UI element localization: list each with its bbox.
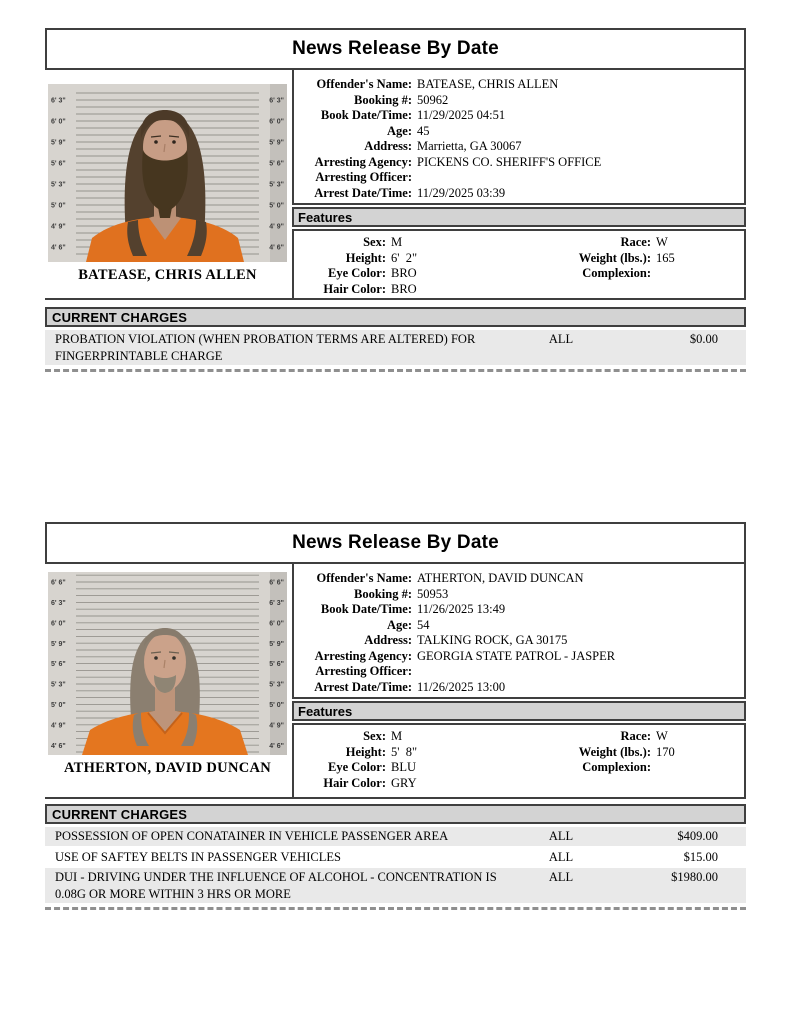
svg-text:5' 3": 5' 3"	[269, 181, 284, 189]
arresting-agency-label: Arresting Agency:	[314, 154, 412, 169]
svg-text:6' 0": 6' 0"	[269, 620, 284, 628]
race-row	[499, 729, 744, 745]
sex-value: M	[391, 235, 403, 249]
svg-text:4' 6": 4' 6"	[269, 244, 284, 252]
booking-number-value: 50953	[417, 586, 449, 601]
charge-description: DUI - DRIVING UNDER THE INFLUENCE OF ALCOHOL - CONCENTRATION IS 0.08G OR MORE WITHIN 3 HRS OR MORE	[55, 870, 497, 901]
address-value: Marrietta, GA 30067	[417, 139, 522, 153]
svg-text:5' 9": 5' 9"	[51, 139, 66, 147]
hair-color-label: Hair Color:	[323, 281, 386, 296]
booking-record	[45, 522, 746, 910]
charge-description: PROBATION VIOLATION (WHEN PROBATION TERMS ARE ALTERED) FOR FINGERPRINTABLE CHARGE	[55, 332, 476, 363]
features-left-column	[294, 235, 499, 298]
features-header	[292, 207, 746, 227]
charges-table	[45, 330, 746, 365]
arresting-agency-label: Arresting Agency:	[314, 648, 412, 663]
arrest-datetime-row	[294, 186, 744, 202]
charge-description: POSSESSION OF OPEN CONATAINER IN VEHICLE PASSENGER AREA	[55, 829, 449, 843]
booking-number-label: Booking #:	[353, 586, 412, 601]
photo-column	[45, 70, 292, 298]
hair-color-row	[294, 776, 499, 792]
charges-header	[45, 307, 746, 327]
svg-text:6' 3": 6' 3"	[51, 600, 66, 607]
features-right-column	[499, 729, 744, 797]
age-value: 54	[417, 617, 430, 632]
svg-text:4' 9": 4' 9"	[51, 722, 66, 730]
photo-caption: BATEASE, CHRIS ALLEN	[78, 267, 257, 283]
arrest-datetime-label: Arrest Date/Time:	[314, 679, 412, 694]
arresting-agency-row	[294, 649, 744, 665]
complexion-value	[651, 266, 656, 282]
height-label: Height:	[345, 744, 386, 759]
svg-text:5' 0": 5' 0"	[269, 702, 284, 709]
offender-info-panel	[292, 564, 746, 699]
address-value: TALKING ROCK, GA 30175	[417, 633, 568, 647]
book-datetime-label: Book Date/Time:	[320, 108, 412, 122]
svg-text:5' 6": 5' 6"	[51, 160, 66, 168]
height-label: Height:	[345, 250, 386, 265]
svg-text:4' 9": 4' 9"	[269, 722, 284, 730]
charge-row	[45, 868, 746, 903]
booking-record	[45, 28, 746, 372]
svg-text:6' 6": 6' 6"	[51, 579, 66, 587]
address-label: Address:	[364, 633, 412, 647]
charge-amount: $1980.00	[671, 870, 718, 884]
features-panel	[292, 723, 746, 797]
features-header-label: Features	[298, 209, 353, 225]
hair-color-value: BRO	[391, 281, 417, 296]
charge-amount: $409.00	[677, 829, 718, 843]
offender-name-row	[294, 571, 744, 587]
offender-name-label: Offender's Name:	[316, 77, 412, 91]
record-divider	[45, 369, 746, 372]
complexion-label: Complexion:	[582, 266, 651, 280]
svg-text:5' 3": 5' 3"	[269, 681, 284, 689]
age-value: 45	[417, 123, 430, 138]
height-row	[294, 745, 499, 761]
race-value: W	[656, 729, 668, 743]
age-row	[294, 618, 744, 634]
charge-court: ALL	[548, 829, 574, 843]
charge-amount: $0.00	[689, 332, 718, 346]
svg-text:5' 9": 5' 9"	[269, 139, 284, 147]
charge-description: USE OF SAFTEY BELTS IN PASSENGER VEHICLES	[55, 849, 341, 864]
height-value: 5' 8"	[391, 744, 418, 759]
offender-name-value: ATHERTON, DAVID DUNCAN	[417, 571, 584, 585]
svg-text:5' 6": 5' 6"	[51, 661, 66, 669]
features-header-label: Features	[298, 703, 353, 719]
offender-info-panel	[292, 70, 746, 205]
address-label: Address:	[364, 139, 412, 153]
svg-text:5' 0": 5' 0"	[269, 202, 284, 210]
arrest-datetime-label: Arrest Date/Time:	[314, 185, 412, 200]
features-left-column	[294, 729, 499, 797]
sex-row	[294, 729, 499, 745]
book-datetime-label: Book Date/Time:	[320, 602, 412, 616]
book-datetime-value: 11/29/2025 04:51	[417, 108, 506, 122]
svg-text:6' 0": 6' 0"	[51, 620, 66, 628]
svg-text:6' 3": 6' 3"	[269, 600, 284, 607]
arrest-datetime-value: 11/29/2025 03:39	[417, 185, 506, 200]
charges-header-label: CURRENT CHARGES	[52, 806, 188, 822]
race-value: W	[656, 235, 668, 249]
eye-color-label: Eye Color:	[328, 760, 386, 774]
hair-color-value: GRY	[391, 775, 417, 790]
svg-text:5' 6": 5' 6"	[269, 661, 284, 669]
features-panel	[292, 229, 746, 298]
arrest-datetime-row	[294, 680, 744, 696]
arresting-officer-value	[412, 170, 417, 186]
arresting-officer-row	[294, 170, 744, 186]
photo-column	[45, 564, 292, 797]
svg-text:5' 6": 5' 6"	[269, 160, 284, 168]
record-content	[45, 70, 746, 300]
booking-number-row	[294, 93, 744, 109]
offender-name-label: Offender's Name:	[316, 571, 412, 585]
weight-value: 165	[656, 250, 675, 265]
sex-row	[294, 235, 499, 251]
svg-text:6' 0": 6' 0"	[51, 118, 66, 126]
svg-text:5' 0": 5' 0"	[51, 702, 66, 709]
charge-row	[45, 827, 746, 846]
svg-text:4' 6": 4' 6"	[51, 742, 66, 750]
charges-header-label: CURRENT CHARGES	[52, 309, 188, 325]
race-label: Race:	[620, 729, 651, 743]
report-title: News Release By Date	[292, 532, 499, 553]
race-row	[499, 235, 744, 251]
svg-text:4' 6": 4' 6"	[269, 742, 284, 750]
info-column	[292, 564, 746, 797]
arresting-agency-row	[294, 155, 744, 171]
weight-label: Weight (lbs.):	[578, 250, 651, 265]
charges-header	[45, 804, 746, 824]
report-title-bar	[45, 522, 746, 564]
age-row	[294, 124, 744, 140]
charge-row	[45, 848, 746, 867]
booking-number-value: 50962	[417, 92, 449, 107]
book-datetime-value: 11/26/2025 13:49	[417, 602, 506, 616]
eye-color-value: BRO	[391, 266, 417, 280]
svg-text:5' 3": 5' 3"	[51, 181, 66, 189]
height-row	[294, 251, 499, 267]
age-label: Age:	[387, 617, 412, 632]
eye-color-label: Eye Color:	[328, 266, 386, 280]
arrest-datetime-value: 11/26/2025 13:00	[417, 679, 506, 694]
book-datetime-row	[294, 108, 744, 124]
charge-amount: $15.00	[683, 849, 718, 864]
offender-name-row	[294, 77, 744, 93]
charge-row	[45, 330, 746, 365]
report-title: News Release By Date	[292, 38, 499, 59]
svg-text:6' 6": 6' 6"	[269, 579, 284, 587]
svg-text:5' 3": 5' 3"	[51, 681, 66, 689]
address-row	[294, 633, 744, 649]
mugshot-photo	[48, 572, 287, 755]
book-datetime-row	[294, 602, 744, 618]
sex-label: Sex:	[363, 729, 386, 743]
arresting-officer-label: Arresting Officer:	[315, 170, 412, 184]
svg-text:4' 9": 4' 9"	[51, 223, 66, 231]
svg-text:6' 0": 6' 0"	[269, 118, 284, 126]
arresting-agency-value: PICKENS CO. SHERIFF'S OFFICE	[417, 154, 602, 169]
weight-row	[499, 745, 744, 761]
charge-court: ALL	[548, 870, 574, 884]
address-row	[294, 139, 744, 155]
photo-caption: ATHERTON, DAVID DUNCAN	[63, 760, 272, 776]
sex-label: Sex:	[363, 235, 386, 249]
charges-table	[45, 827, 746, 903]
record-divider	[45, 907, 746, 910]
booking-number-row	[294, 587, 744, 603]
record-content	[45, 564, 746, 799]
report-title-bar	[45, 28, 746, 70]
svg-text:5' 9": 5' 9"	[269, 640, 284, 648]
info-column	[292, 70, 746, 298]
eye-color-row	[294, 266, 499, 282]
complexion-row	[499, 760, 744, 776]
svg-text:6' 3": 6' 3"	[269, 97, 284, 105]
weight-value: 170	[656, 744, 675, 759]
eye-color-row	[294, 760, 499, 776]
sex-value: M	[391, 729, 403, 743]
hair-color-row	[294, 282, 499, 298]
svg-text:4' 9": 4' 9"	[269, 223, 284, 231]
height-value: 6' 2"	[391, 250, 418, 265]
charge-court: ALL	[548, 849, 574, 864]
svg-text:5' 0": 5' 0"	[51, 202, 66, 210]
charge-court: ALL	[548, 332, 574, 346]
arresting-agency-value: GEORGIA STATE PATROL - JASPER	[417, 648, 616, 663]
complexion-value	[651, 760, 656, 776]
weight-row	[499, 251, 744, 267]
complexion-label: Complexion:	[582, 760, 651, 774]
features-header	[292, 701, 746, 721]
svg-text:6' 3": 6' 3"	[51, 97, 66, 105]
svg-text:5' 9": 5' 9"	[51, 640, 66, 648]
weight-label: Weight (lbs.):	[578, 744, 651, 759]
features-right-column	[499, 235, 744, 298]
booking-number-label: Booking #:	[353, 92, 412, 107]
eye-color-value: BLU	[391, 760, 416, 774]
mugshot-photo	[48, 84, 287, 262]
offender-name-value: BATEASE, CHRIS ALLEN	[417, 77, 559, 91]
arresting-officer-row	[294, 664, 744, 680]
arresting-officer-label: Arresting Officer:	[315, 664, 412, 678]
age-label: Age:	[387, 123, 412, 138]
complexion-row	[499, 266, 744, 282]
svg-text:4' 6": 4' 6"	[51, 244, 66, 252]
hair-color-label: Hair Color:	[323, 775, 386, 790]
race-label: Race:	[620, 235, 651, 249]
arresting-officer-value	[412, 664, 417, 680]
